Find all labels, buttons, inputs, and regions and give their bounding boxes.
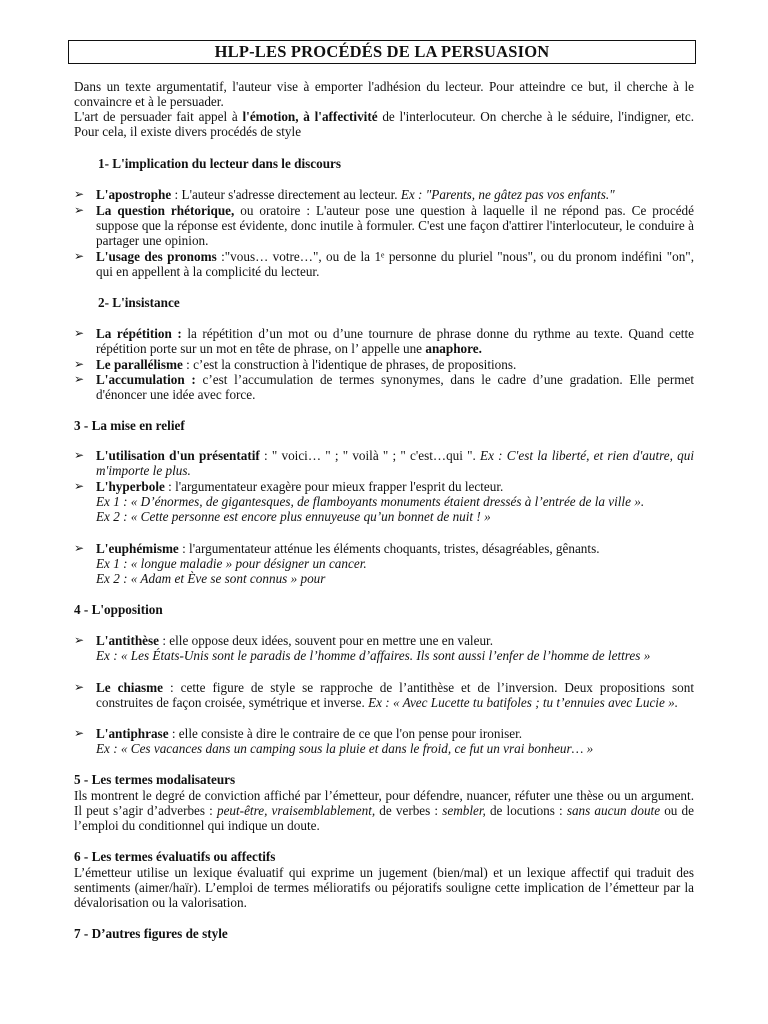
example-text: Ex 2 : « Cette personne est encore plus ennuyeuse qu’un bonnet de nuit ! » [96,509,491,524]
list-item-accumulation: ➢ L'accumulation : c’est l’accumulation de termes synonymes, dans le cadre d’une gradation. Elle permet d'énoncer une idée avec force. [74,372,694,402]
list-item-hyperbole: ➢ L'hyperbole : l'argumentateur exagère pour mieux frapper l'esprit du lecteur. Ex 1 : « D’énormes, de gigantesques, de flamboyants monuments étaient dressés à l’entrée de la ville ». Ex 2 : « Cette personne est encore plus ennuyeuse qu’un bonnet de nuit ! » [74,479,694,524]
section-6-paragraph: L’émetteur utilise un lexique évaluatif qui exprime un jugement (bien/mal) et un lexique affectif qui traduit des sentiments (aimer/haïr). L’emploi de termes mélioratifs ou péjoratifs souligne cette implication de l’émetteur par la dévalorisation ou la valorisation. [74,865,694,910]
section-5-heading: 5 - Les termes modalisateurs [74,772,236,787]
arrow-bullet-icon: ➢ [74,633,85,647]
arrow-bullet-icon: ➢ [74,187,85,201]
arrow-bullet-icon: ➢ [74,541,85,555]
section-3-heading: 3 - La mise en relief [74,418,185,433]
list-item-question-rhetorique: ➢ La question rhétorique, ou oratoire : L'auteur pose une question à laquelle il ne répond pas. Ce procédé suppose que la réponse est évidente, donc inutile à formuler. C'est une façon d'attirer l'interlocuteur, le conduire à partager une opinion. [74,203,694,248]
list-item-apostrophe: ➢ L'apostrophe : L'auteur s'adresse directement au lecteur. Ex : "Parents, ne gâtez pas vos enfants." [74,187,615,202]
page-title: HLP-LES PROCÉDÉS DE LA PERSUASION [68,40,696,64]
arrow-bullet-icon: ➢ [74,357,85,371]
example-text: Ex 1 : « D’énormes, de gigantesques, de flamboyants monuments étaient dressés à l’entrée de la ville ». [96,494,645,509]
section-7-heading: 7 - D’autres figures de style [74,926,228,941]
arrow-bullet-icon: ➢ [74,726,85,740]
list-item-antithese: ➢ L'antithèse : elle oppose deux idées, souvent pour en mettre une en valeur. Ex : « Les États-Unis sont le paradis de l’homme d’affaires. Ils sont aussi l’enfer de l’homme de lettres » [74,633,694,663]
section-4-heading: 4 - L'opposition [74,602,163,617]
section-6-heading: 6 - Les termes évaluatifs ou affectifs [74,849,276,864]
arrow-bullet-icon: ➢ [74,479,85,493]
arrow-bullet-icon: ➢ [74,448,85,462]
example-text: Ex : « Les États-Unis sont le paradis de l’homme d’affaires. Ils sont aussi l’enfer de l’homme de lettres » [96,648,651,663]
list-item-chiasme: ➢ Le chiasme : cette figure de style se rapproche de l’antithèse et de l’inversion. Deux propositions sont construites de façon croisée, symétrique et inverse. Ex : « Avec Lucette tu batifoles ; tu t’ennuies avec Lucie ». [74,680,694,710]
example-text: Ex : « Ces vacances dans un camping sous la pluie et dans le froid, ce fut un vrai bonheur… » [96,741,594,756]
list-item-pronoms: ➢ L'usage des pronoms :"vous… votre…", ou de la 1ᵉ personne du pluriel "nous", ou du pronom indéfini "on", qui en appellent à la complicité du lecteur. [74,249,694,279]
list-item-antiphrase: ➢ L'antiphrase : elle consiste à dire le contraire de ce que l'on pense pour ironiser. Ex : « Ces vacances dans un camping sous la pluie et dans le froid, ce fut un vrai bonheur… » [74,726,694,756]
arrow-bullet-icon: ➢ [74,203,85,217]
arrow-bullet-icon: ➢ [74,372,85,386]
example-text: Ex 1 : « longue maladie » pour désigner un cancer. [96,556,367,571]
intro-paragraph-1: Dans un texte argumentatif, l'auteur vise à emporter l'adhésion du lecteur. Pour atteindre ce but, il cherche à le convaincre et à le persuader. [74,79,694,109]
intro-paragraph-2: L'art de persuader fait appel à l'émotion, à l'affectivité de l'interlocuteur. On cherche à le séduire, l'indigner, etc. Pour cela, il existe divers procédés de style [74,109,694,139]
arrow-bullet-icon: ➢ [74,249,85,263]
arrow-bullet-icon: ➢ [74,326,85,340]
example-text: Ex 2 : « Adam et Ève se sont connus » pour [96,571,326,586]
section-2-heading: 2- L'insistance [98,295,180,310]
arrow-bullet-icon: ➢ [74,680,85,694]
list-item-presentatif: ➢ L'utilisation d'un présentatif : " voici… " ; " voilà " ; " c'est…qui ". Ex : C'est la liberté, et rien d'autre, qui m'importe le plus. [74,448,694,478]
list-item-parallelisme: ➢ Le parallélisme : c’est la construction à l'identique de phrases, de propositions. [74,357,517,372]
section-5-paragraph: Ils montrent le degré de conviction affiché par l’émetteur, pour défendre, nuancer, réfuter une thèse ou un argument. Il peut s’agir d’adverbes : peut-être, vraisemblablement, de verbes : sembler, de locutions : sans aucun doute ou de l’emploi du conditionnel qui indique un doute. [74,788,694,833]
list-item-repetition: ➢ La répétition : la répétition d’un mot ou d’une tournure de phrase donne du rythme au texte. Quand cette répétition porte sur un mot en tête de phrase, on l’ appelle une anaphore. [74,326,694,356]
section-1-heading: 1- L'implication du lecteur dans le discours [98,156,342,171]
list-item-euphemisme: ➢ L'euphémisme : l'argumentateur atténue les éléments choquants, tristes, désagréables, gênants. Ex 1 : « longue maladie » pour désigner un cancer. Ex 2 : « Adam et Ève se sont connus » pour [74,541,694,586]
